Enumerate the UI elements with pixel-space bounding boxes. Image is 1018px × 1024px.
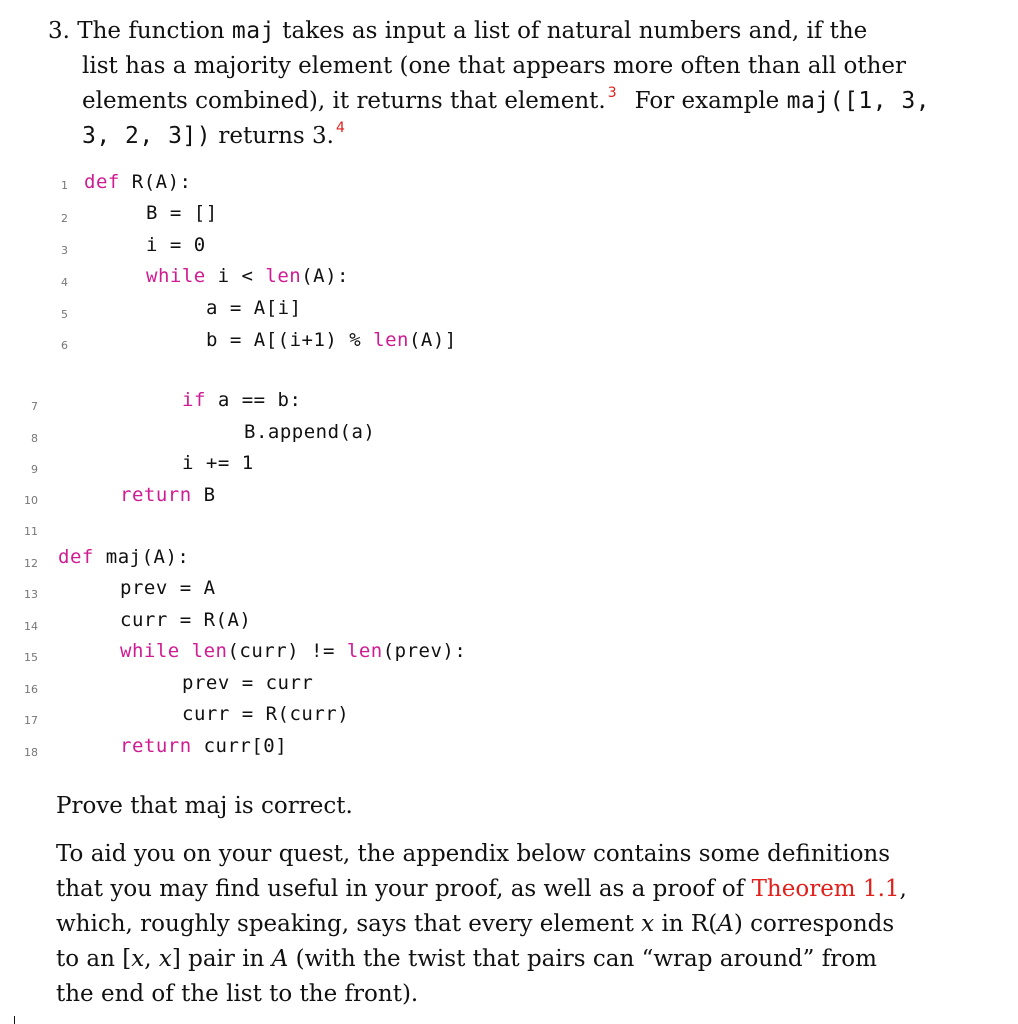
prove-text: Prove that maj is correct. — [56, 793, 353, 819]
code-keyword: return — [120, 735, 192, 757]
aid-text: the end of the list to the front). — [56, 981, 419, 1007]
code-keyword: len — [373, 329, 409, 351]
line-number: 1 — [61, 179, 68, 192]
code-line — [146, 202, 218, 224]
code-line — [206, 297, 302, 319]
code-line — [182, 452, 254, 474]
code-text: a = A[i] — [206, 297, 302, 319]
footnote-marker[interactable]: 3 — [607, 85, 617, 101]
line-number: 15 — [24, 651, 38, 664]
code-text: b = A[(i+1) % — [206, 329, 374, 351]
aid-text: in R( — [654, 911, 718, 937]
line-number: 13 — [24, 588, 38, 601]
code-line — [146, 265, 349, 287]
code-line — [120, 640, 466, 662]
aid-line-5 — [56, 977, 418, 1012]
code-line — [120, 577, 216, 599]
problem-text: elements combined), it returns that element. — [82, 88, 606, 114]
line-number: 9 — [31, 463, 38, 476]
line-number: 8 — [31, 432, 38, 445]
code-keyword: while — [120, 640, 180, 662]
problem-text: returns 3. — [211, 123, 334, 149]
problem-text: 3. The function — [48, 18, 232, 44]
line-number: 4 — [61, 276, 68, 289]
code-keyword: def — [84, 171, 120, 193]
code-keyword: len — [265, 265, 302, 287]
problem-text: takes as input a list of natural numbers and, if the — [274, 18, 868, 44]
problem-text: list has a majority element (one that appears more often than all other — [82, 53, 907, 79]
problem-line-1 — [48, 14, 867, 49]
inline-code: 3, 2, 3]) — [82, 123, 212, 149]
code-text: (A)] — [408, 329, 457, 351]
code-text: i += 1 — [182, 452, 254, 474]
code-keyword: len — [191, 640, 228, 662]
problem-line-3 — [82, 84, 930, 122]
problem-text: For example — [634, 88, 787, 114]
aid-text: , — [144, 946, 159, 972]
footnote-marker[interactable]: 4 — [335, 120, 345, 136]
aid-text: that you may find useful in your proof, as well as a proof of — [56, 876, 752, 902]
line-number: 17 — [24, 714, 38, 727]
line-number: 14 — [24, 620, 38, 633]
line-number: 16 — [24, 683, 38, 696]
code-text: curr = R(A) — [120, 609, 252, 631]
code-keyword: def — [58, 546, 94, 568]
line-number: 18 — [24, 746, 38, 759]
math-var: A — [271, 946, 289, 972]
page-edge-mark — [14, 1016, 15, 1024]
code-keyword: if — [182, 389, 206, 411]
aid-text: which, roughly speaking, says that every element — [56, 911, 642, 937]
code-text: i = 0 — [146, 234, 206, 256]
theorem-link[interactable]: Theorem 1.1 — [751, 876, 900, 902]
problem-line-2 — [82, 49, 906, 84]
code-text: i < — [205, 265, 266, 287]
code-text: B.append(a) — [244, 421, 376, 443]
code-text: B — [191, 484, 216, 506]
code-text: curr = R(curr) — [182, 703, 350, 725]
code-line — [84, 171, 191, 193]
aid-text: (with the twist that pairs can “wrap around” from — [288, 946, 877, 972]
problem-line-4 — [82, 119, 345, 157]
prove-statement — [56, 789, 353, 824]
aid-line-2 — [56, 872, 907, 907]
code-line — [182, 389, 301, 411]
math-var: x — [131, 946, 145, 972]
aid-line-3 — [56, 907, 894, 942]
line-number: 5 — [61, 308, 68, 321]
aid-text: , — [899, 876, 907, 902]
math-var: A — [717, 911, 734, 937]
code-line — [206, 329, 457, 351]
code-text: prev = A — [120, 577, 216, 599]
aid-line-4 — [56, 942, 877, 977]
line-number: 7 — [31, 400, 38, 413]
code-text: (curr) != — [227, 640, 347, 662]
code-text: (A): — [301, 265, 349, 287]
math-var: x — [158, 946, 172, 972]
code-keyword: len — [346, 640, 383, 662]
code-line — [120, 484, 216, 506]
code-line — [182, 703, 349, 725]
aid-text: ) corresponds — [733, 911, 895, 937]
code-line — [120, 609, 251, 631]
code-text: R(A): — [119, 171, 192, 193]
code-text: curr[0] — [191, 735, 288, 757]
code-text: (prev): — [382, 640, 467, 662]
code-text — [180, 640, 192, 662]
code-keyword: return — [120, 484, 192, 506]
aid-text: ] pair in — [171, 946, 272, 972]
line-number: 12 — [24, 557, 38, 570]
code-line — [146, 234, 206, 256]
code-line — [58, 546, 189, 568]
aid-text: To aid you on your quest, the appendix below contains some definitions — [56, 841, 891, 867]
code-text: prev = curr — [182, 672, 314, 694]
line-number: 3 — [61, 244, 68, 257]
code-keyword: while — [146, 265, 206, 287]
math-var: x — [641, 911, 655, 937]
inline-code: maj — [231, 18, 275, 44]
line-number: 11 — [24, 525, 38, 538]
code-text: B = [] — [146, 202, 218, 224]
line-number: 2 — [61, 212, 68, 225]
aid-text: to an [ — [56, 946, 132, 972]
line-number: 10 — [24, 494, 38, 507]
code-text: a == b: — [205, 389, 302, 411]
inline-code: maj([1, 3, — [786, 88, 931, 114]
code-text: maj(A): — [93, 546, 190, 568]
code-line — [182, 672, 313, 694]
aid-line-1 — [56, 837, 890, 872]
code-line — [244, 421, 375, 443]
line-number: 6 — [61, 339, 68, 352]
code-line — [120, 735, 287, 757]
